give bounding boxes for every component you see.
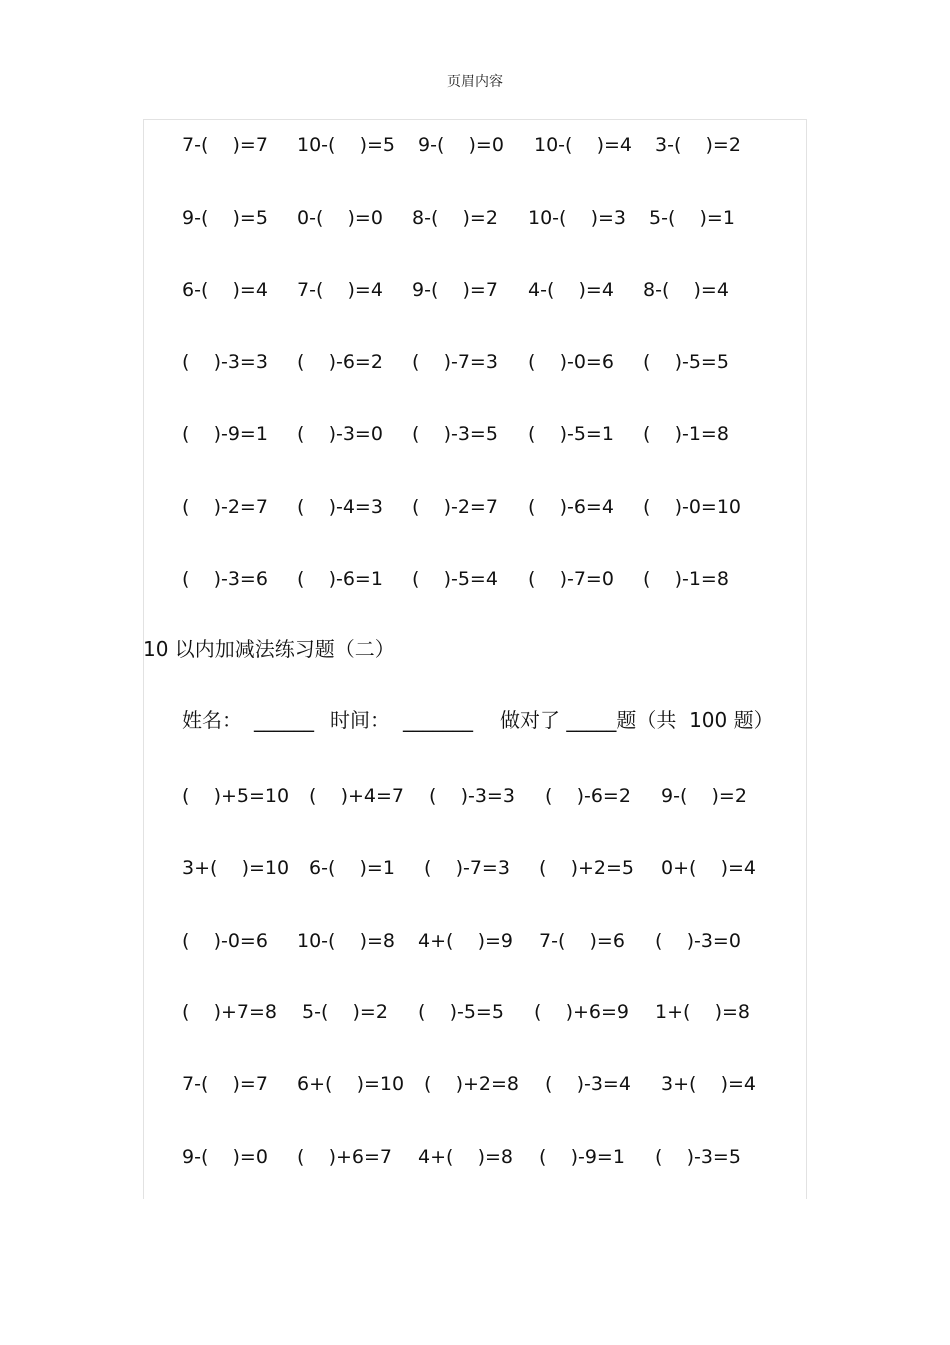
section-title: 10 以内加减法练习题（二） bbox=[143, 637, 395, 661]
exercise-item: ( )+5=10 bbox=[182, 785, 290, 807]
exercise-item: 9-( )=5 bbox=[182, 207, 268, 229]
exercise-item: 0-( )=0 bbox=[297, 207, 383, 229]
exercise-item: 4+( )=8 bbox=[418, 1146, 513, 1168]
exercise-item: 9-( )=7 bbox=[412, 279, 498, 301]
exercise-item: ( )-7=3 bbox=[424, 857, 510, 879]
exercise-item: ( )-3=3 bbox=[429, 785, 515, 807]
exercise-item: ( )-5=5 bbox=[643, 351, 729, 373]
exercise-item: ( )-3=4 bbox=[545, 1073, 631, 1095]
exercise-item: ( )-1=8 bbox=[643, 568, 729, 590]
exercise-item: ( )-7=3 bbox=[412, 351, 498, 373]
exercise-item: 5-( )=1 bbox=[649, 207, 735, 229]
exercise-item: 3+( )=4 bbox=[661, 1073, 756, 1095]
page-header: 页眉内容 bbox=[447, 74, 503, 90]
exercise-item: ( )-2=7 bbox=[182, 496, 268, 518]
exercise-item: 7-( )=7 bbox=[182, 134, 268, 156]
exercise-item: ( )+2=8 bbox=[424, 1073, 519, 1095]
exercise-item: ( )-6=2 bbox=[297, 351, 383, 373]
exercise-item: 7-( )=4 bbox=[297, 279, 383, 301]
exercise-item: ( )-3=0 bbox=[655, 930, 741, 952]
time-label: 时间： bbox=[330, 708, 390, 732]
exercise-item: 6+( )=10 bbox=[297, 1073, 405, 1095]
exercise-item: 10-( )=8 bbox=[297, 930, 396, 952]
exercise-item: ( )-6=4 bbox=[528, 496, 614, 518]
exercise-item: ( )-2=7 bbox=[412, 496, 498, 518]
exercise-item: ( )+7=8 bbox=[182, 1001, 277, 1023]
exercise-item: ( )-7=0 bbox=[528, 568, 614, 590]
exercise-item: ( )-5=1 bbox=[528, 423, 614, 445]
exercise-item: ( )+6=9 bbox=[534, 1001, 629, 1023]
exercise-item: ( )-0=10 bbox=[643, 496, 742, 518]
exercise-item: ( )-1=8 bbox=[643, 423, 729, 445]
exercise-item: 8-( )=2 bbox=[412, 207, 498, 229]
exercise-item: 10-( )=3 bbox=[528, 207, 627, 229]
exercise-item: 0+( )=4 bbox=[661, 857, 756, 879]
exercise-item: 6-( )=4 bbox=[182, 279, 268, 301]
exercise-item: 8-( )=4 bbox=[643, 279, 729, 301]
exercise-item: ( )+6=7 bbox=[297, 1146, 392, 1168]
exercise-item: 3-( )=2 bbox=[655, 134, 741, 156]
exercise-item: 6-( )=1 bbox=[309, 857, 395, 879]
exercise-item: ( )-6=2 bbox=[545, 785, 631, 807]
exercise-item: ( )-9=1 bbox=[539, 1146, 625, 1168]
exercise-item: ( )-4=3 bbox=[297, 496, 383, 518]
exercise-item: ( )-0=6 bbox=[528, 351, 614, 373]
exercise-item: ( )-3=3 bbox=[182, 351, 268, 373]
exercise-item: ( )-0=6 bbox=[182, 930, 268, 952]
exercise-item: 4-( )=4 bbox=[528, 279, 614, 301]
exercise-item: 3+( )=10 bbox=[182, 857, 290, 879]
exercise-item: ( )-9=1 bbox=[182, 423, 268, 445]
exercise-item: ( )-5=4 bbox=[412, 568, 498, 590]
exercise-item: ( )+4=7 bbox=[309, 785, 404, 807]
exercise-item: ( )-3=5 bbox=[655, 1146, 741, 1168]
exercise-item: 1+( )=8 bbox=[655, 1001, 750, 1023]
time-blank: _______ bbox=[403, 708, 473, 732]
exercise-item: 5-( )=2 bbox=[302, 1001, 388, 1023]
exercise-item: 10-( )=5 bbox=[297, 134, 396, 156]
exercise-item: 4+( )=9 bbox=[418, 930, 513, 952]
exercise-item: 9-( )=2 bbox=[661, 785, 747, 807]
exercise-item: 10-( )=4 bbox=[534, 134, 633, 156]
exercise-item: ( )-5=5 bbox=[418, 1001, 504, 1023]
exercise-item: 9-( )=0 bbox=[418, 134, 504, 156]
exercise-item: ( )-3=6 bbox=[182, 568, 268, 590]
name-label: 姓名： bbox=[182, 708, 242, 732]
exercise-item: 7-( )=7 bbox=[182, 1073, 268, 1095]
exercise-item: 7-( )=6 bbox=[539, 930, 625, 952]
exercise-item: ( )-3=0 bbox=[297, 423, 383, 445]
exercise-item: ( )-6=1 bbox=[297, 568, 383, 590]
score-label: 做对了 _____题（共 100 题） bbox=[500, 708, 774, 732]
exercise-item: ( )-3=5 bbox=[412, 423, 498, 445]
name-blank: ______ bbox=[254, 708, 314, 732]
exercise-item: 9-( )=0 bbox=[182, 1146, 268, 1168]
exercise-item: ( )+2=5 bbox=[539, 857, 634, 879]
